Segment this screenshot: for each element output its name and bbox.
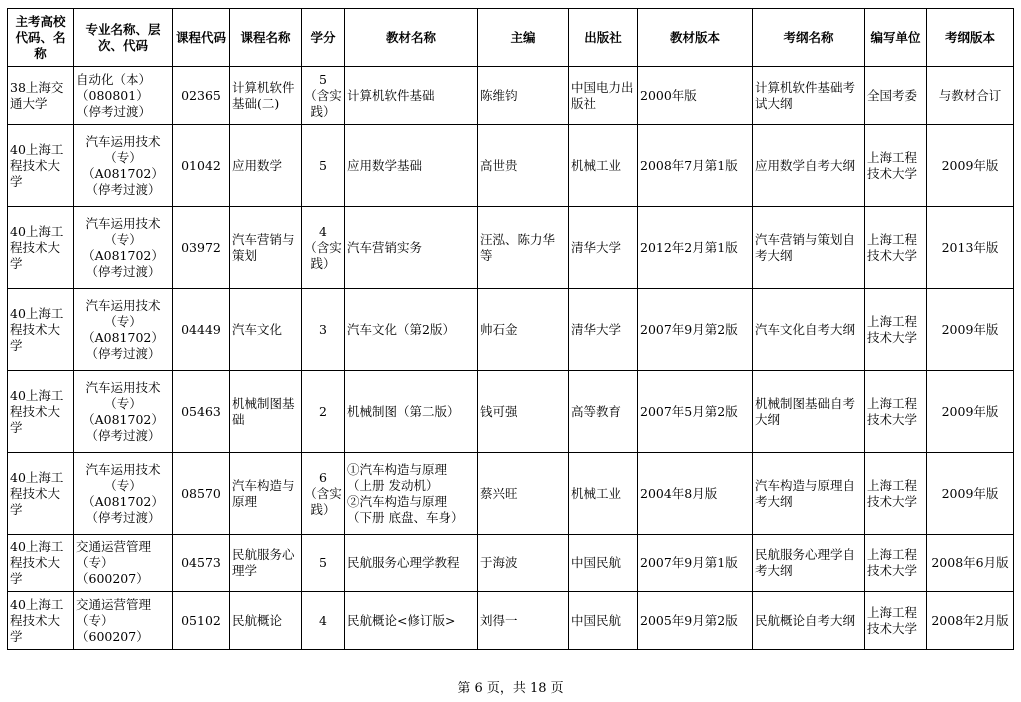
table-row	[8, 207, 1014, 289]
major-line: （专）	[104, 395, 142, 411]
major-line: （专）	[104, 231, 142, 247]
school-cell: 40上海工程技术大学	[8, 453, 74, 535]
publisher-cell: 高等教育	[569, 371, 638, 453]
editor-cell: 刘得一	[478, 592, 569, 650]
major-line: （A081702）	[82, 411, 164, 427]
publisher-cell: 清华大学	[569, 289, 638, 371]
major-line: （600207）	[76, 571, 149, 586]
header-edition: 教材版本	[638, 9, 753, 67]
major-line: 汽车运用技术	[85, 461, 161, 477]
major-line: （停考过渡）	[85, 427, 161, 443]
course-code-cell: 08570	[173, 453, 230, 535]
syllabus-version-cell: 与教材合订	[927, 67, 1014, 125]
credits-note: （含实践）	[304, 239, 342, 271]
major-line: 汽车运用技术	[85, 215, 161, 231]
textbook-line: ②汽车构造与原理	[347, 493, 448, 509]
edition-cell: 2005年9月第2版	[638, 592, 753, 650]
compiler-cell: 上海工程技术大学	[865, 125, 927, 207]
syllabus-cell: 汽车构造与原理自考大纲	[753, 453, 865, 535]
table-row	[8, 289, 1014, 371]
major-line: （600207）	[76, 628, 149, 644]
compiler-cell: 全国考委	[865, 67, 927, 125]
school-cell: 40上海工程技术大学	[8, 207, 74, 289]
syllabus-cell: 计算机软件基础考试大纲	[753, 67, 865, 125]
table-row	[8, 592, 1014, 650]
major-line: （专）	[76, 612, 114, 628]
syllabus-cell: 机械制图基础自考大纲	[753, 371, 865, 453]
syllabus-cell: 应用数学自考大纲	[753, 125, 865, 207]
course-code-cell: 04573	[173, 535, 230, 592]
course-code-cell: 02365	[173, 67, 230, 125]
major-line: （A081702）	[82, 247, 164, 263]
textbook-cell	[345, 535, 478, 592]
header-syllabus-version: 考纲版本	[927, 9, 1014, 67]
edition-cell: 2000年版	[638, 67, 753, 125]
header-major: 专业名称、层次、代码	[74, 9, 173, 67]
syllabus-version-cell: 2013年版	[927, 207, 1014, 289]
major-cell	[74, 371, 173, 453]
major-line: （A081702）	[82, 329, 164, 345]
textbook-line: 机械制图（第二版）	[347, 403, 460, 419]
header-syllabus: 考纲名称	[753, 9, 865, 67]
edition-cell: 2007年5月第2版	[638, 371, 753, 453]
syllabus-cell: 民航概论自考大纲	[753, 592, 865, 650]
header-school: 主考高校代码、名称	[8, 9, 74, 67]
credits-cell	[302, 535, 345, 592]
header-row	[8, 9, 1014, 67]
edition-cell: 2012年2月第1版	[638, 207, 753, 289]
textbook-line: ①汽车构造与原理	[347, 461, 448, 477]
course-name-cell: 汽车文化	[230, 289, 302, 371]
compiler-cell: 上海工程技术大学	[865, 371, 927, 453]
course-name-cell: 计算机软件基础(二)	[230, 67, 302, 125]
major-line: （停考过渡）	[85, 509, 161, 525]
syllabus-version-cell: 2008年6月版	[927, 535, 1014, 592]
credits-note: （含实践）	[304, 485, 342, 517]
page-footer: 第 6 页，共 18 页	[457, 681, 564, 696]
course-code-cell: 04449	[173, 289, 230, 371]
course-table	[7, 8, 1014, 650]
publisher-cell: 中国民航	[569, 535, 638, 592]
editor-cell: 帅石金	[478, 289, 569, 371]
credits-cell	[302, 289, 345, 371]
course-code-cell: 01042	[173, 125, 230, 207]
syllabus-version-cell: 2008年2月版	[927, 592, 1014, 650]
credits-value: 4	[319, 223, 327, 239]
header-textbook: 教材名称	[345, 9, 478, 67]
compiler-cell: 上海工程技术大学	[865, 592, 927, 650]
textbook-cell	[345, 207, 478, 289]
editor-cell: 于海波	[478, 535, 569, 592]
editor-cell: 陈维钧	[478, 67, 569, 125]
major-line: 交通运营管理	[76, 596, 152, 612]
credits-value: 5	[319, 555, 327, 570]
edition-cell: 2007年9月第2版	[638, 289, 753, 371]
course-code-cell: 05102	[173, 592, 230, 650]
major-line: （A081702）	[82, 165, 164, 181]
header-editor: 主编	[478, 9, 569, 67]
major-line: （专）	[104, 477, 142, 493]
table-row	[8, 371, 1014, 453]
major-line: （专）	[104, 313, 142, 329]
editor-cell: 高世贵	[478, 125, 569, 207]
header-publisher: 出版社	[569, 9, 638, 67]
major-line: 自动化（本）	[76, 71, 152, 87]
header-course-name: 课程名称	[230, 9, 302, 67]
major-cell	[74, 125, 173, 207]
credits-value: 3	[319, 321, 327, 337]
school-cell: 40上海工程技术大学	[8, 592, 74, 650]
compiler-cell: 上海工程技术大学	[865, 207, 927, 289]
major-line: 汽车运用技术	[85, 297, 161, 313]
compiler-cell: 上海工程技术大学	[865, 453, 927, 535]
textbook-cell	[345, 592, 478, 650]
editor-cell: 蔡兴旺	[478, 453, 569, 535]
major-line: 交通运营管理	[76, 539, 152, 554]
edition-cell: 2007年9月第1版	[638, 535, 753, 592]
major-line: （专）	[76, 555, 114, 570]
textbook-line: 应用数学基础	[347, 157, 423, 173]
syllabus-version-cell: 2009年版	[927, 453, 1014, 535]
credits-value: 2	[319, 403, 327, 419]
publisher-cell: 中国民航	[569, 592, 638, 650]
textbook-line: 汽车营销实务	[347, 239, 423, 255]
course-name-cell: 民航概论	[230, 592, 302, 650]
course-name-cell: 机械制图基础	[230, 371, 302, 453]
edition-cell: 2004年8月版	[638, 453, 753, 535]
credits-cell	[302, 207, 345, 289]
major-line: （停考过渡）	[85, 345, 161, 361]
credits-cell	[302, 371, 345, 453]
major-line: 汽车运用技术	[85, 379, 161, 395]
credits-cell	[302, 592, 345, 650]
course-code-cell: 05463	[173, 371, 230, 453]
textbook-line: （上册 发动机）	[347, 477, 439, 493]
publisher-cell: 机械工业	[569, 453, 638, 535]
textbook-line: 汽车文化（第2版）	[347, 321, 455, 337]
textbook-cell	[345, 453, 478, 535]
syllabus-version-cell: 2009年版	[927, 125, 1014, 207]
course-name-cell: 应用数学	[230, 125, 302, 207]
major-line: （A081702）	[82, 493, 164, 509]
table-row	[8, 67, 1014, 125]
textbook-line: 民航概论<修订版>	[347, 612, 456, 628]
school-cell: 40上海工程技术大学	[8, 371, 74, 453]
major-line: （停考过渡）	[85, 263, 161, 279]
header-compiler: 编写单位	[865, 9, 927, 67]
editor-cell: 钱可强	[478, 371, 569, 453]
school-cell: 40上海工程技术大学	[8, 125, 74, 207]
school-cell: 40上海工程技术大学	[8, 289, 74, 371]
major-cell	[74, 535, 173, 592]
credits-value: 5	[319, 71, 327, 87]
textbook-cell	[345, 67, 478, 125]
syllabus-cell: 汽车文化自考大纲	[753, 289, 865, 371]
table-row	[8, 453, 1014, 535]
editor-cell: 汪泓、陈力华等	[478, 207, 569, 289]
compiler-cell: 上海工程技术大学	[865, 535, 927, 592]
syllabus-cell: 汽车营销与策划自考大纲	[753, 207, 865, 289]
major-cell	[74, 207, 173, 289]
publisher-cell: 中国电力出版社	[569, 67, 638, 125]
syllabus-cell: 民航服务心理学自考大纲	[753, 535, 865, 592]
credits-cell	[302, 453, 345, 535]
course-name-cell: 汽车营销与策划	[230, 207, 302, 289]
credits-cell	[302, 67, 345, 125]
header-course-code: 课程代码	[173, 9, 230, 67]
major-line: （停考过渡）	[85, 181, 161, 197]
textbook-cell	[345, 125, 478, 207]
credits-cell	[302, 125, 345, 207]
major-line: （080801）	[76, 87, 149, 103]
course-code-cell: 03972	[173, 207, 230, 289]
major-line: （专）	[104, 149, 142, 165]
table-row	[8, 125, 1014, 207]
textbook-line: 民航服务心理学教程	[347, 555, 460, 570]
textbook-cell	[345, 289, 478, 371]
table-row	[8, 535, 1014, 592]
major-cell	[74, 453, 173, 535]
course-name-cell: 汽车构造与原理	[230, 453, 302, 535]
credits-value: 6	[319, 469, 327, 485]
header-credits: 学分	[302, 9, 345, 67]
major-cell	[74, 592, 173, 650]
textbook-line: （下册 底盘、车身）	[347, 509, 464, 525]
syllabus-version-cell: 2009年版	[927, 289, 1014, 371]
textbook-cell	[345, 371, 478, 453]
major-cell	[74, 289, 173, 371]
compiler-cell: 上海工程技术大学	[865, 289, 927, 371]
credits-note: （含实践）	[304, 87, 342, 119]
major-line: （停考过渡）	[76, 103, 152, 119]
credits-value: 5	[319, 157, 327, 173]
edition-cell: 2008年7月第1版	[638, 125, 753, 207]
school-cell: 40上海工程技术大学	[8, 535, 74, 592]
textbook-line: 计算机软件基础	[347, 87, 435, 103]
publisher-cell: 机械工业	[569, 125, 638, 207]
school-cell: 38上海交通大学	[8, 67, 74, 125]
credits-value: 4	[319, 612, 327, 628]
publisher-cell: 清华大学	[569, 207, 638, 289]
major-cell	[74, 67, 173, 125]
course-name-cell: 民航服务心理学	[230, 535, 302, 592]
syllabus-version-cell: 2009年版	[927, 371, 1014, 453]
major-line: 汽车运用技术	[85, 133, 161, 149]
